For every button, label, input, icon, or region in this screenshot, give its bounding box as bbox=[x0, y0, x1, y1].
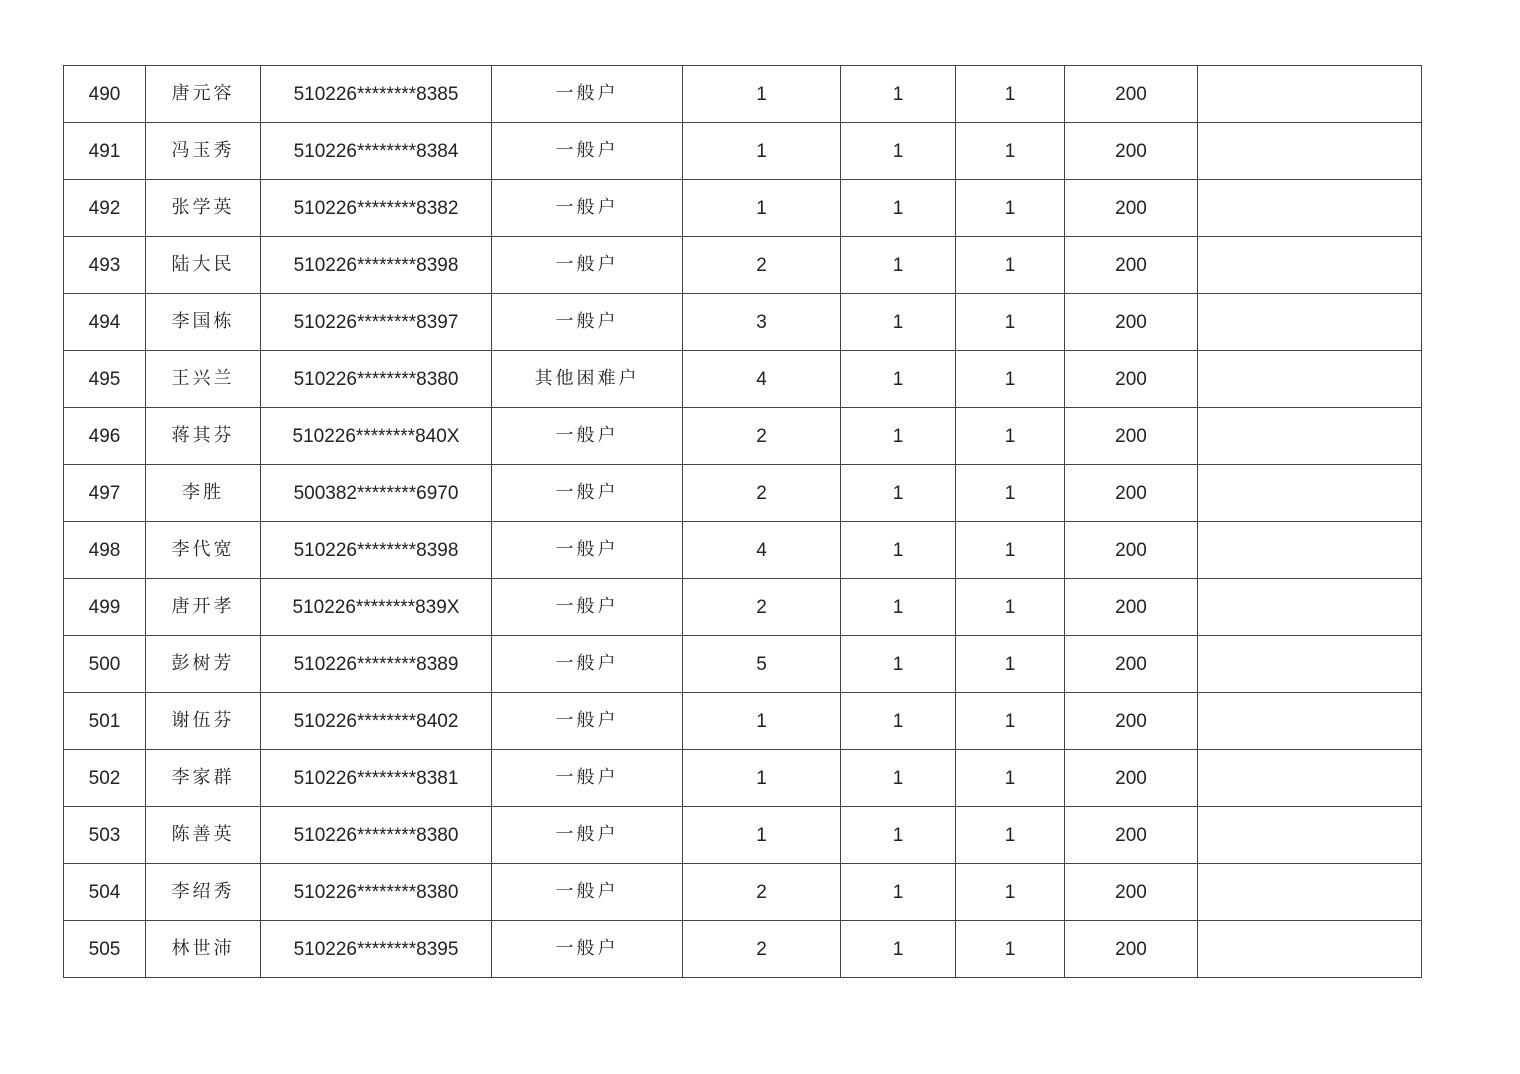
household-size-cell: 1 bbox=[683, 750, 841, 807]
amount-cell: 200 bbox=[1065, 294, 1198, 351]
count-cell-a: 1 bbox=[841, 351, 956, 408]
name-cell: 张学英 bbox=[146, 180, 261, 237]
roster-table bbox=[63, 65, 1422, 978]
household-size-cell: 2 bbox=[683, 465, 841, 522]
household-size-cell: 5 bbox=[683, 636, 841, 693]
row-number-cell: 491 bbox=[64, 123, 146, 180]
note-cell bbox=[1198, 693, 1422, 750]
count-cell-b: 1 bbox=[956, 66, 1065, 123]
amount-cell: 200 bbox=[1065, 408, 1198, 465]
count-cell-a: 1 bbox=[841, 465, 956, 522]
row-number-cell: 494 bbox=[64, 294, 146, 351]
row-number-cell: 496 bbox=[64, 408, 146, 465]
amount-cell: 200 bbox=[1065, 636, 1198, 693]
table-row bbox=[64, 66, 1422, 123]
household-size-cell: 1 bbox=[683, 66, 841, 123]
household-size-cell: 2 bbox=[683, 237, 841, 294]
count-cell-b: 1 bbox=[956, 180, 1065, 237]
note-cell bbox=[1198, 237, 1422, 294]
count-cell-b: 1 bbox=[956, 807, 1065, 864]
row-number-cell: 505 bbox=[64, 921, 146, 978]
count-cell-b: 1 bbox=[956, 693, 1065, 750]
note-cell bbox=[1198, 807, 1422, 864]
household-type-cell: 一般户 bbox=[492, 693, 683, 750]
id-number-cell: 510226********8380 bbox=[261, 807, 492, 864]
row-number-cell: 503 bbox=[64, 807, 146, 864]
name-cell: 李胜 bbox=[146, 465, 261, 522]
note-cell bbox=[1198, 921, 1422, 978]
household-type-cell: 一般户 bbox=[492, 237, 683, 294]
household-type-cell: 一般户 bbox=[492, 921, 683, 978]
household-size-cell: 4 bbox=[683, 522, 841, 579]
household-size-cell: 1 bbox=[683, 123, 841, 180]
household-type-cell: 一般户 bbox=[492, 864, 683, 921]
amount-cell: 200 bbox=[1065, 351, 1198, 408]
row-number-cell: 500 bbox=[64, 636, 146, 693]
household-size-cell: 1 bbox=[683, 807, 841, 864]
household-type-cell: 一般户 bbox=[492, 465, 683, 522]
count-cell-a: 1 bbox=[841, 693, 956, 750]
id-number-cell: 510226********8380 bbox=[261, 351, 492, 408]
table-row bbox=[64, 693, 1422, 750]
id-number-cell: 510226********8385 bbox=[261, 66, 492, 123]
amount-cell: 200 bbox=[1065, 465, 1198, 522]
name-cell: 李代宽 bbox=[146, 522, 261, 579]
id-number-cell: 510226********839X bbox=[261, 579, 492, 636]
table-row bbox=[64, 522, 1422, 579]
table-row bbox=[64, 864, 1422, 921]
amount-cell: 200 bbox=[1065, 522, 1198, 579]
table-row bbox=[64, 408, 1422, 465]
count-cell-a: 1 bbox=[841, 408, 956, 465]
amount-cell: 200 bbox=[1065, 237, 1198, 294]
table-row bbox=[64, 123, 1422, 180]
amount-cell: 200 bbox=[1065, 921, 1198, 978]
note-cell bbox=[1198, 864, 1422, 921]
household-size-cell: 2 bbox=[683, 864, 841, 921]
household-type-cell: 一般户 bbox=[492, 807, 683, 864]
id-number-cell: 510226********8380 bbox=[261, 864, 492, 921]
note-cell bbox=[1198, 408, 1422, 465]
roster-table-body bbox=[64, 66, 1422, 978]
id-number-cell: 510226********8384 bbox=[261, 123, 492, 180]
household-size-cell: 3 bbox=[683, 294, 841, 351]
name-cell: 冯玉秀 bbox=[146, 123, 261, 180]
name-cell: 陈善英 bbox=[146, 807, 261, 864]
row-number-cell: 490 bbox=[64, 66, 146, 123]
count-cell-b: 1 bbox=[956, 237, 1065, 294]
count-cell-b: 1 bbox=[956, 579, 1065, 636]
row-number-cell: 499 bbox=[64, 579, 146, 636]
count-cell-a: 1 bbox=[841, 636, 956, 693]
count-cell-b: 1 bbox=[956, 864, 1065, 921]
id-number-cell: 510226********840X bbox=[261, 408, 492, 465]
id-number-cell: 510226********8382 bbox=[261, 180, 492, 237]
id-number-cell: 510226********8402 bbox=[261, 693, 492, 750]
note-cell bbox=[1198, 750, 1422, 807]
household-size-cell: 1 bbox=[683, 693, 841, 750]
amount-cell: 200 bbox=[1065, 579, 1198, 636]
note-cell bbox=[1198, 522, 1422, 579]
household-size-cell: 2 bbox=[683, 408, 841, 465]
table-row bbox=[64, 807, 1422, 864]
count-cell-a: 1 bbox=[841, 750, 956, 807]
count-cell-b: 1 bbox=[956, 408, 1065, 465]
name-cell: 林世沛 bbox=[146, 921, 261, 978]
household-type-cell: 一般户 bbox=[492, 636, 683, 693]
amount-cell: 200 bbox=[1065, 180, 1198, 237]
name-cell: 李国栋 bbox=[146, 294, 261, 351]
name-cell: 王兴兰 bbox=[146, 351, 261, 408]
count-cell-a: 1 bbox=[841, 294, 956, 351]
count-cell-b: 1 bbox=[956, 636, 1065, 693]
table-row bbox=[64, 180, 1422, 237]
count-cell-a: 1 bbox=[841, 66, 956, 123]
row-number-cell: 504 bbox=[64, 864, 146, 921]
row-number-cell: 501 bbox=[64, 693, 146, 750]
household-type-cell: 一般户 bbox=[492, 579, 683, 636]
household-size-cell: 1 bbox=[683, 180, 841, 237]
household-type-cell: 一般户 bbox=[492, 750, 683, 807]
row-number-cell: 492 bbox=[64, 180, 146, 237]
household-size-cell: 4 bbox=[683, 351, 841, 408]
household-type-cell: 一般户 bbox=[492, 66, 683, 123]
name-cell: 彭树芳 bbox=[146, 636, 261, 693]
id-number-cell: 510226********8395 bbox=[261, 921, 492, 978]
amount-cell: 200 bbox=[1065, 123, 1198, 180]
name-cell: 李绍秀 bbox=[146, 864, 261, 921]
count-cell-b: 1 bbox=[956, 750, 1065, 807]
table-row bbox=[64, 294, 1422, 351]
name-cell: 陆大民 bbox=[146, 237, 261, 294]
row-number-cell: 495 bbox=[64, 351, 146, 408]
count-cell-b: 1 bbox=[956, 123, 1065, 180]
name-cell: 蒋其芬 bbox=[146, 408, 261, 465]
row-number-cell: 502 bbox=[64, 750, 146, 807]
name-cell: 李家群 bbox=[146, 750, 261, 807]
note-cell bbox=[1198, 579, 1422, 636]
count-cell-b: 1 bbox=[956, 522, 1065, 579]
table-row bbox=[64, 237, 1422, 294]
count-cell-a: 1 bbox=[841, 921, 956, 978]
household-type-cell: 一般户 bbox=[492, 123, 683, 180]
note-cell bbox=[1198, 180, 1422, 237]
count-cell-a: 1 bbox=[841, 522, 956, 579]
table-row bbox=[64, 465, 1422, 522]
household-type-cell: 其他困难户 bbox=[492, 351, 683, 408]
row-number-cell: 493 bbox=[64, 237, 146, 294]
amount-cell: 200 bbox=[1065, 66, 1198, 123]
id-number-cell: 510226********8389 bbox=[261, 636, 492, 693]
amount-cell: 200 bbox=[1065, 864, 1198, 921]
note-cell bbox=[1198, 123, 1422, 180]
table-row bbox=[64, 636, 1422, 693]
row-number-cell: 497 bbox=[64, 465, 146, 522]
table-row bbox=[64, 579, 1422, 636]
household-type-cell: 一般户 bbox=[492, 408, 683, 465]
count-cell-a: 1 bbox=[841, 807, 956, 864]
count-cell-a: 1 bbox=[841, 579, 956, 636]
household-size-cell: 2 bbox=[683, 921, 841, 978]
note-cell bbox=[1198, 351, 1422, 408]
count-cell-a: 1 bbox=[841, 864, 956, 921]
count-cell-b: 1 bbox=[956, 294, 1065, 351]
note-cell bbox=[1198, 294, 1422, 351]
name-cell: 谢伍芬 bbox=[146, 693, 261, 750]
count-cell-b: 1 bbox=[956, 351, 1065, 408]
id-number-cell: 510226********8381 bbox=[261, 750, 492, 807]
note-cell bbox=[1198, 465, 1422, 522]
name-cell: 唐元容 bbox=[146, 66, 261, 123]
id-number-cell: 500382********6970 bbox=[261, 465, 492, 522]
count-cell-b: 1 bbox=[956, 921, 1065, 978]
count-cell-a: 1 bbox=[841, 237, 956, 294]
id-number-cell: 510226********8397 bbox=[261, 294, 492, 351]
row-number-cell: 498 bbox=[64, 522, 146, 579]
name-cell: 唐开孝 bbox=[146, 579, 261, 636]
count-cell-a: 1 bbox=[841, 123, 956, 180]
table-row bbox=[64, 921, 1422, 978]
count-cell-b: 1 bbox=[956, 465, 1065, 522]
table-row bbox=[64, 750, 1422, 807]
household-type-cell: 一般户 bbox=[492, 522, 683, 579]
id-number-cell: 510226********8398 bbox=[261, 237, 492, 294]
household-type-cell: 一般户 bbox=[492, 294, 683, 351]
household-size-cell: 2 bbox=[683, 579, 841, 636]
note-cell bbox=[1198, 636, 1422, 693]
id-number-cell: 510226********8398 bbox=[261, 522, 492, 579]
note-cell bbox=[1198, 66, 1422, 123]
amount-cell: 200 bbox=[1065, 693, 1198, 750]
amount-cell: 200 bbox=[1065, 750, 1198, 807]
table-row bbox=[64, 351, 1422, 408]
count-cell-a: 1 bbox=[841, 180, 956, 237]
household-type-cell: 一般户 bbox=[492, 180, 683, 237]
amount-cell: 200 bbox=[1065, 807, 1198, 864]
